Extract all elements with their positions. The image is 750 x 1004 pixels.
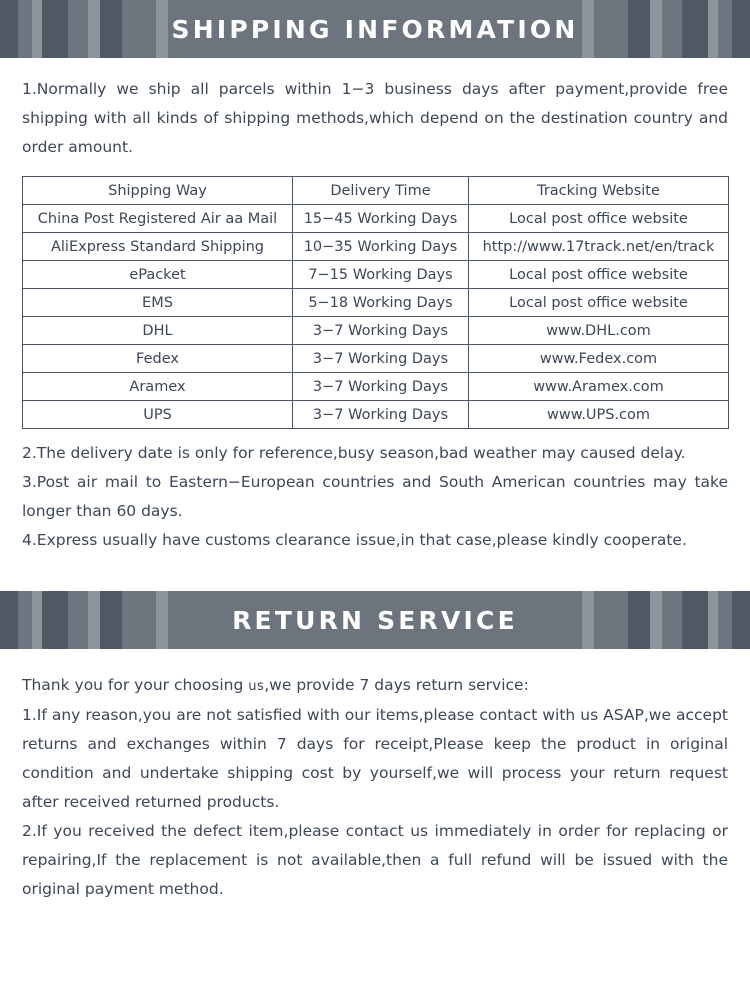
return-banner	[0, 591, 750, 649]
banner-stripe	[682, 0, 708, 58]
banner-stripes-left	[0, 0, 175, 58]
table-cell-way: China Post Registered Air aa Mail	[23, 205, 293, 233]
banner-stripe	[88, 591, 100, 649]
table-cell-way: Aramex	[23, 373, 293, 401]
table-row	[23, 261, 729, 289]
banner-stripe	[628, 0, 650, 58]
banner-stripe	[0, 0, 18, 58]
table-cell-tracking: www.Fedex.com	[469, 345, 729, 373]
table-cell-way: UPS	[23, 401, 293, 429]
banner-stripe	[68, 591, 88, 649]
banner-stripe	[718, 591, 732, 649]
shipping-banner	[0, 0, 750, 58]
banner-stripe	[100, 0, 122, 58]
return-banner-title: RETURN SERVICE	[232, 605, 518, 635]
table-cell-time: 3−7 Working Days	[293, 317, 469, 345]
shipping-paragraph-3: 3.Post air mail to Eastern−European countries and South American countries may take longer than 60 days.	[22, 473, 728, 520]
table-cell-tracking: Local post office website	[469, 261, 729, 289]
banner-stripe	[594, 591, 628, 649]
banner-stripe	[708, 591, 718, 649]
table-row	[23, 317, 729, 345]
table-cell-time: 15−45 Working Days	[293, 205, 469, 233]
table-cell-time: 10−35 Working Days	[293, 233, 469, 261]
banner-stripe	[662, 0, 682, 58]
table-cell-tracking: www.DHL.com	[469, 317, 729, 345]
banner-stripe	[68, 0, 88, 58]
banner-stripe	[650, 591, 662, 649]
banner-stripe	[100, 591, 122, 649]
shipping-paragraph-4: 4.Express usually have customs clearance issue,in that case,please kindly cooperate.	[22, 531, 687, 549]
shipping-table	[22, 176, 729, 429]
table-row	[23, 373, 729, 401]
banner-stripe	[718, 0, 732, 58]
table-row	[23, 289, 729, 317]
spacer	[22, 162, 728, 176]
banner-stripe	[122, 0, 156, 58]
banner-stripe	[42, 591, 68, 649]
table-cell-way: AliExpress Standard Shipping	[23, 233, 293, 261]
shipping-banner-title: SHIPPING INFORMATION	[171, 14, 579, 44]
banner-stripe	[88, 0, 100, 58]
table-cell-tracking: www.Aramex.com	[469, 373, 729, 401]
banner-stripes-right	[575, 591, 750, 649]
banner-stripe	[122, 591, 156, 649]
table-header-row	[23, 177, 729, 205]
banner-stripe	[18, 0, 32, 58]
banner-stripe	[594, 0, 628, 58]
table-row	[23, 233, 729, 261]
banner-stripe	[42, 0, 68, 58]
table-cell-time: 7−15 Working Days	[293, 261, 469, 289]
banner-stripe	[650, 0, 662, 58]
banner-stripe	[32, 591, 42, 649]
table-header-cell: Tracking Website	[469, 177, 729, 205]
table-cell-tracking: http://www.17track.net/en/track	[469, 233, 729, 261]
banner-stripe	[732, 0, 750, 58]
return-paragraph-1: 1.If any reason,you are not satisfied with our items,please contact with us ASAP,we accept returns and exchanges within 7 days for receipt,Please keep the product in original condition and undertake shipping cost by yourself,we will process your return request after received returned products.	[22, 706, 728, 811]
table-cell-way: EMS	[23, 289, 293, 317]
table-cell-way: ePacket	[23, 261, 293, 289]
table-header-cell: Shipping Way	[23, 177, 293, 205]
table-cell-time: 5−18 Working Days	[293, 289, 469, 317]
banner-stripe	[682, 591, 708, 649]
spacer	[22, 429, 728, 439]
shipping-section	[0, 58, 750, 555]
table-header-cell: Delivery Time	[293, 177, 469, 205]
banner-stripe	[708, 0, 718, 58]
table-cell-time: 3−7 Working Days	[293, 345, 469, 373]
table-cell-way: Fedex	[23, 345, 293, 373]
banner-stripe	[18, 591, 32, 649]
return-section	[0, 649, 750, 904]
banner-stripe	[662, 591, 682, 649]
banner-stripe	[628, 591, 650, 649]
table-cell-time: 3−7 Working Days	[293, 401, 469, 429]
shipping-paragraph-1: 1.Normally we ship all parcels within 1−3 business days after payment,provide free shipping with all kinds of shipping methods,which depend on the destination country and order amount.	[22, 80, 728, 156]
return-paragraph-2: 2.If you received the defect item,please contact us immediately in order for replacing or repairing,If the replacement is not available,then a full refund will be issued with the original payment method.	[22, 822, 728, 898]
table-cell-way: DHL	[23, 317, 293, 345]
table-cell-tracking: Local post office website	[469, 205, 729, 233]
banner-stripes-right	[575, 0, 750, 58]
table-row	[23, 205, 729, 233]
table-cell-time: 3−7 Working Days	[293, 373, 469, 401]
return-intro-us: us	[248, 679, 265, 694]
table-cell-tracking: Local post office website	[469, 289, 729, 317]
spacer	[0, 555, 750, 591]
banner-stripe	[0, 591, 18, 649]
return-intro-prefix: Thank you for your choosing	[22, 676, 249, 694]
table-row	[23, 345, 729, 373]
return-intro	[22, 649, 728, 701]
banner-stripe	[732, 591, 750, 649]
table-cell-tracking: www.UPS.com	[469, 401, 729, 429]
shipping-paragraph-2: 2.The delivery date is only for reference,busy season,bad weather may caused delay.	[22, 444, 686, 462]
banner-stripes-left	[0, 591, 175, 649]
table-row	[23, 401, 729, 429]
return-intro-suffix: ,we provide 7 days return service:	[264, 676, 529, 694]
banner-stripe	[32, 0, 42, 58]
